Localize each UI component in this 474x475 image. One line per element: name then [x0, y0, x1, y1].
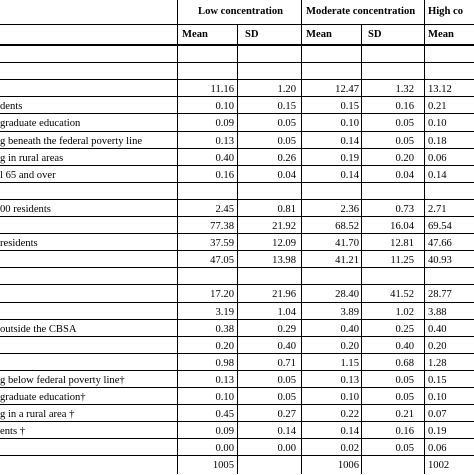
cell-sd-moderate	[362, 456, 414, 475]
cell-sd-low: 0.05	[277, 392, 296, 403]
cell-sd-low: 13.98	[272, 255, 296, 267]
cell-mean-moderate: 68.52	[335, 221, 359, 232]
cell-sd-low	[238, 456, 296, 475]
cell-mean-low: 0.10	[215, 101, 234, 113]
cell-mean-high: 0.40	[428, 323, 447, 335]
cell-mean-moderate: 41.21	[335, 255, 359, 267]
cell-mean-moderate: 41.70	[335, 238, 359, 250]
cell-sd-low: 0.29	[277, 323, 296, 335]
cell-sd-low: 0.00	[277, 443, 296, 455]
cell-mean-moderate: 0.20	[340, 340, 359, 352]
cell-sd-low: 0.05	[277, 135, 296, 147]
cell-mean-moderate: 0.14	[340, 426, 359, 438]
cell-mean-high: 0.21	[428, 101, 447, 113]
cell-mean-moderate: 1006	[337, 460, 359, 472]
row-label: graduate education	[0, 118, 81, 130]
cell-sd-low: 0.05	[277, 118, 296, 130]
cell-sd-low: 1.20	[277, 84, 296, 96]
cell-mean-low: 0.13	[215, 374, 234, 386]
cell-sd-low: 0.71	[277, 357, 296, 369]
cell-mean-high: 0.15	[428, 374, 447, 386]
cell-sd-low: 0.05	[277, 374, 296, 386]
cell-mean-moderate: 0.02	[340, 443, 359, 455]
row-label: ents †	[0, 426, 26, 438]
cell-mean-low: 1005	[212, 460, 234, 472]
row-label: graduate education†	[0, 392, 86, 403]
cell-sd-low: 0.81	[277, 203, 296, 215]
cell-mean-low: 47.05	[210, 255, 234, 267]
cell-mean-high: 2.71	[428, 203, 447, 215]
cell-sd-moderate: 0.40	[395, 340, 414, 352]
group-header-moderate: Moderate concentration	[306, 6, 416, 17]
cell-mean-moderate: 0.13	[340, 374, 359, 386]
cell-mean-low: 37.59	[210, 238, 234, 250]
cell-sd-low: 0.15	[277, 101, 296, 113]
cell-mean-low: 0.10	[215, 392, 234, 403]
cell-mean-low: 0.13	[215, 135, 234, 147]
cell-sd-low: 12.09	[272, 238, 296, 250]
column-divider	[301, 0, 302, 474]
cell-sd-moderate: 0.25	[395, 323, 414, 335]
cell-mean-low: 0.38	[215, 323, 234, 335]
row-label: 00 residents	[0, 203, 51, 215]
cell-mean-high: 0.19	[428, 426, 447, 438]
cell-sd-moderate: 0.04	[395, 169, 414, 181]
column-divider	[177, 0, 178, 474]
cell-sd-moderate: 0.05	[395, 443, 414, 455]
group-header-low: Low concentration	[198, 6, 284, 17]
row-label: outside the CBSA	[0, 323, 77, 335]
cell-mean-low: 0.09	[215, 118, 234, 130]
cell-sd-moderate: 1.02	[395, 306, 414, 318]
cell-sd-moderate: 0.73	[395, 203, 414, 215]
cell-mean-high: 13.12	[428, 84, 452, 96]
cell-mean-high: 47.66	[428, 238, 452, 250]
cell-mean-low: 0.45	[215, 409, 234, 421]
cell-mean-moderate: 0.10	[340, 392, 359, 403]
cell-sd-low: 0.14	[277, 426, 296, 438]
cell-sd-moderate: 0.16	[395, 101, 414, 113]
cell-mean-high: 0.10	[428, 392, 447, 403]
column-divider	[424, 0, 425, 474]
col-header-sd-moderate: SD	[368, 29, 382, 40]
cell-sd-low: 1.04	[277, 306, 296, 318]
cell-sd-moderate: 41.52	[390, 289, 414, 301]
cell-sd-moderate: 0.21	[395, 409, 414, 421]
cell-mean-low: 2.45	[215, 203, 234, 215]
cell-mean-high: 69.54	[428, 221, 452, 232]
cell-mean-low: 0.40	[215, 152, 234, 164]
cell-sd-moderate: 0.05	[395, 118, 414, 130]
cell-mean-moderate: 28.40	[335, 289, 359, 301]
cell-mean-moderate: 0.14	[340, 135, 359, 147]
col-header-mean-high: Mean	[428, 29, 454, 40]
cell-sd-low: 21.92	[272, 221, 296, 232]
column-divider	[237, 25, 238, 474]
row-label: l 65 and over	[0, 169, 56, 181]
col-header-mean-moderate: Mean	[306, 29, 332, 40]
cell-sd-moderate: 0.05	[395, 374, 414, 386]
cell-mean-high: 0.20	[428, 340, 447, 352]
row-label: g in rural areas	[0, 152, 64, 164]
cell-sd-moderate: 11.25	[390, 255, 414, 267]
row-label: residents	[0, 238, 38, 250]
cell-mean-high: 0.18	[428, 135, 447, 147]
row-label: g beneath the federal poverty line	[0, 135, 143, 147]
cell-mean-moderate: 0.19	[340, 152, 359, 164]
cell-mean-high: 28.77	[428, 289, 452, 301]
cell-sd-low: 0.26	[277, 152, 296, 164]
row-label: g below federal poverty line†	[0, 374, 125, 386]
row-label: dents	[0, 101, 23, 113]
cell-mean-low: 0.00	[215, 443, 234, 455]
cell-sd-moderate: 0.05	[395, 135, 414, 147]
cell-mean-low: 0.09	[215, 426, 234, 438]
cell-mean-moderate: 1.15	[340, 357, 359, 369]
cell-mean-moderate: 0.10	[340, 118, 359, 130]
col-header-mean-low: Mean	[182, 29, 208, 40]
row-label: g in a rural area †	[0, 409, 75, 421]
cell-sd-low: 0.27	[277, 409, 296, 421]
cell-sd-moderate: 12.81	[390, 238, 414, 250]
cell-sd-moderate: 0.68	[395, 357, 414, 369]
cell-mean-high: 0.06	[428, 152, 447, 164]
cell-sd-moderate: 16.04	[390, 221, 414, 232]
col-header-sd-low: SD	[245, 29, 259, 40]
group-header-high: High co	[428, 6, 464, 17]
cell-mean-moderate: 3.89	[340, 306, 359, 318]
cell-mean-high: 0.07	[428, 409, 447, 421]
cell-sd-low: 0.04	[277, 169, 296, 181]
cell-sd-moderate: 1.32	[395, 84, 414, 96]
cell-mean-high: 3.88	[428, 306, 447, 318]
cell-sd-moderate: 0.05	[395, 392, 414, 403]
cell-mean-high: 1002	[428, 460, 450, 472]
cell-sd-low: 21.96	[272, 289, 296, 301]
cell-mean-moderate: 12.47	[335, 84, 359, 96]
cell-mean-moderate: 0.22	[340, 409, 359, 421]
cell-mean-low: 0.20	[215, 340, 234, 352]
cell-mean-moderate: 0.15	[340, 101, 359, 113]
cell-sd-low: 0.40	[277, 340, 296, 352]
cell-mean-low: 11.16	[210, 84, 234, 96]
cell-sd-moderate: 0.20	[395, 152, 414, 164]
cell-mean-moderate: 0.14	[340, 169, 359, 181]
cell-mean-moderate: 0.40	[340, 323, 359, 335]
cell-mean-high: 40.93	[428, 255, 452, 267]
cell-mean-low: 0.16	[215, 169, 234, 181]
cell-mean-low: 3.19	[215, 306, 234, 318]
cell-mean-moderate: 2.36	[340, 203, 359, 215]
cell-mean-high: 0.10	[428, 118, 447, 130]
cell-mean-high: 1.28	[428, 357, 447, 369]
cell-sd-moderate: 0.16	[395, 426, 414, 438]
cell-mean-high: 0.14	[428, 169, 447, 181]
cell-mean-high: 0.06	[428, 443, 447, 455]
cell-mean-low: 77.38	[210, 221, 234, 232]
column-divider	[361, 25, 362, 474]
cell-mean-low: 17.20	[210, 289, 234, 301]
cell-mean-low: 0.98	[215, 357, 234, 369]
